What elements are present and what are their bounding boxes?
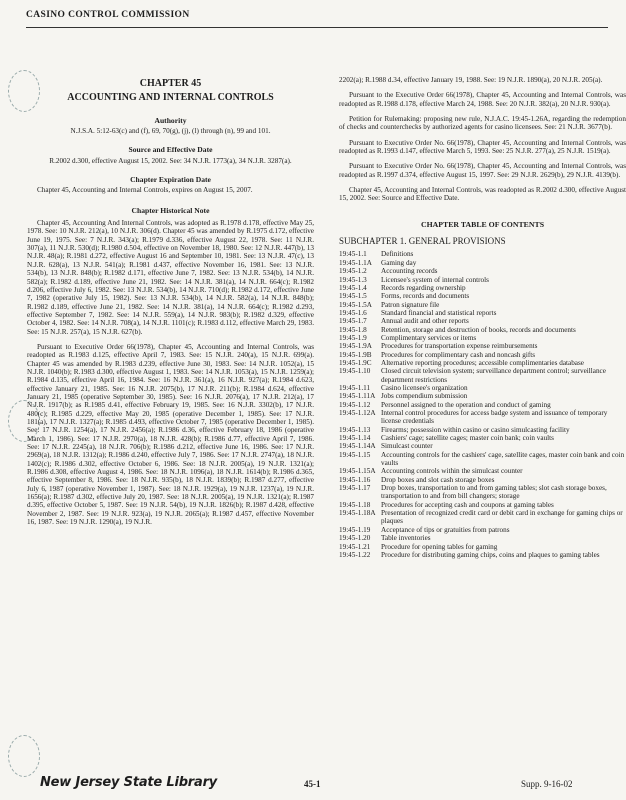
expiration-heading: Chapter Expiration Date <box>130 175 211 185</box>
toc-section-title: Procedures for transportation expense reimbursements <box>381 342 538 351</box>
toc-heading: CHAPTER TABLE OF CONTENTS <box>420 219 545 229</box>
toc-section-title: Accounting controls within the simulcast counter <box>381 467 523 476</box>
toc-section-title: Procedure for opening tables for gaming <box>381 542 498 551</box>
toc-section-number: 19:45-1.14 <box>339 434 371 443</box>
toc-section-title: Standard financial and statistical reports <box>381 308 497 317</box>
toc-section-number: 19:45-1.16 <box>339 475 371 484</box>
toc-section-title: Complimentary services or items <box>381 333 477 342</box>
toc-section-number: 19:45-1.15 <box>339 450 371 459</box>
readoption-note: Pursuant to the Executive Order 66(1978), Chapter 45, Accounting and Internal Controls, was readopted as R.1988 d.178, effective March 24, 1988. See: 20 N.J.R. 382(a), 20 N.J.R. 930(a). <box>339 91 626 108</box>
toc-section-title: Cashiers' cage; satellite cages; master coin bank; coin vaults <box>381 434 554 443</box>
toc-list <box>339 250 626 559</box>
toc-row <box>339 392 626 400</box>
chapter-number: CHAPTER 45 <box>139 78 202 89</box>
toc-section-title: Retention, storage and destruction of books, records and documents <box>381 325 576 334</box>
toc-row <box>339 367 626 384</box>
toc-section-title: Procedures for complimentary cash and noncash gifts <box>381 350 536 359</box>
toc-section-number: 19:45-1.7 <box>339 317 367 326</box>
toc-section-title: Drop boxes and slot cash storage boxes <box>381 475 495 484</box>
history-heading: Chapter Historical Note <box>131 205 210 215</box>
chapter-title: ACCOUNTING AND INTERNAL CONTROLS <box>67 92 274 104</box>
toc-section-number: 19:45-1.4 <box>339 283 367 292</box>
toc-section-title: Internal control procedures for access badge system and issuance of temporary license credentials <box>381 409 608 426</box>
running-head: CASINO CONTROL COMMISSION <box>26 10 190 20</box>
toc-row <box>339 409 626 426</box>
toc-row <box>339 426 626 434</box>
toc-section-title: Patron signature file <box>381 300 440 309</box>
toc-section-title: Casino licensee's organization <box>381 383 468 392</box>
toc-row <box>339 276 626 284</box>
toc-section-title: Personnel assigned to the operation and conduct of gaming <box>381 400 551 409</box>
toc-section-title: Jobs compendium submission <box>381 392 468 401</box>
toc-section-title: Table inventories <box>381 534 431 543</box>
toc-section-title: Procedures for accepting cash and coupons at gaming tables <box>381 500 554 509</box>
library-stamp: New Jersey State Library <box>40 775 218 790</box>
toc-section-number: 19:45-1.17 <box>339 484 371 493</box>
toc-row <box>339 543 626 551</box>
toc-section-title: Definitions <box>381 250 414 259</box>
toc-section-title: Presentation of recognized credit card or debit card in exchange for gaming chips or plaques <box>381 509 623 526</box>
toc-section-title: Accounting records <box>381 267 438 276</box>
toc-section-number: 19:45-1.6 <box>339 308 367 317</box>
right-column <box>339 76 626 559</box>
toc-section-number: 19:45-1.5 <box>339 292 367 301</box>
toc-section-number: 19:45-1.20 <box>339 534 371 543</box>
history-paragraph: Chapter 45, Accounting And Internal Controls, was adopted as R.1978 d.178, effective May 25, 1978. See: 10 N.J.R. 212(a), 10 N.J.R. 306(d). Chapter 45 was amended by R.1975 d.172, effective June 19, 1975. See: 7 N.J.R. 343(a); R.1979 d.336, effective August 22, 1978. See: 11 N.J.R. 307(a), 11 N.J.R. 530(d); R.1980 d.504, effective on November 18, 1980. See: 12 N.J.R. 447(b), 13 N.J.R. 48(a); R.1981 d.272, effective August 16 and September 10, 1981. See: 13 N.J.R. 47(c), 13 N.J.R. 628(a), 13 N.J.R. 541(a); R.1981 d.437, effective November 16, 1981. See: 13 N.J.R. 534(b), 13 N.J.R. 848(b); R.1982 d.171, effective June 7, 1982. See: 13 N.J.R. 534(b), 14 N.J.R. 582(a); R.1982 d.189, effective June 21, 1982. See: 14 N.J.R. 381(a), 14 N.J.R. 664(c); R.1982 d.206, effective July 6, 1982. See: 13 N.J.R. 534(b), 14 N.J.R. 710(d); R.1982 d.172, effective June 7, 1982 (operative July 15, 1982). See: 13 N.J.R. 534(b), 14 N.J.R. 582(a), 14 N.J.R. 848(b); R.1982 d.189, effective June 21, 1982. See: 14 N.J.R. 381(a), 14 N.J.R. 664(c); R.1982 d.293, effective September 7, 1982. See: 14 N.J.R. 559(a), 14 N.J.R. 983(b); R.1982 d.329, effective October 4, 1982. See: 14 N.J.R. 708(a), 14 N.J.R. 1101(c); R.1983 d.112, effective March 29, 1983. See: 15 N.J.R. 257(a), 15 N.J.R. 627(b). <box>27 219 314 336</box>
punch-hole-mark <box>8 735 40 777</box>
toc-row <box>339 434 626 442</box>
toc-section-number: 19:45-1.12A <box>339 409 376 417</box>
toc-section-number: 19:45-1.10 <box>339 367 371 376</box>
header-rule <box>26 27 608 28</box>
history-paragraph: Pursuant to Executive Order 66(1978), Chapter 45, Accounting and Internal Controls, was readopted as R.1983 d.125, effective April 7, 1983. See: 15 N.J.R. 240(a), 15 N.J.R. 699(a). Chapter 45 was amended by R.1983 d.239, effective June 30, 1983. See: 14 N.J.R. 1052(a), 15 N.J.R. 1040(b); R.1983 d.300, effective August 1, 1983. See: 14 N.J.R. 1053(a), 15 N.J.R. 1259(a); R.1984 d.135, effective April 16, 1984. See: 16 N.J.R. 361(a), 16 N.J.R. 927(a); R.1984 d.623, effective January 21, 1985. See: 16 N.J.R. 2075(b), 17 N.J.R. 211(b); R.1984 d.624, effective January 21, 1985 (operative September 30, 1985). See: 16 N.J.R. 2076(a), 17 N.J.R. 212(a), 17 N.J.R. 1917(b); as R.1985 d.41, effective February 19, 1985. See: 16 N.J.R. 3302(b), 17 N.J.R. 480(c); R.1985 d.229, effective May 20, 1985 (operative December 1, 1985). See: 17 N.J.R. 181(a), 17 N.J.R. 1327(a); R.1985 d.493, effective October 7, 1985 (operative December 1, 1985). See: 17 N.J.R. 1254(a), 17 N.J.R. 2456(a); R.1986 d.36, effective February 18, 1986 (operative March 1, 1986). See: 17 N.J.R. 2970(a), 18 N.J.R. 428(b); R.1986 d.77, effective April 7, 1986. See: 17 N.J.R. 2245(a), 18 N.J.R. 706(b); R.1986 d.212, effective June 16, 1986. See: 17 N.J.R. 2969(a), 18 N.J.R. 1312(a); R.1986 d.240, effective July 7, 1986. See: 17 N.J.R. 2747(a), 18 N.J.R. 1402(c); R.1986 d.302, effective October 6, 1986. See: 18 N.J.R. 2005(a), 19 N.J.R. 1321(a); R.1986 d.308, effective August 4, 1986. See: 18 N.J.R. 1096(a), 18 N.J.R. 1614(b); R.1986 d.365, effective September 8, 1986. See: 18 N.J.R. 935(b), 18 N.J.R. 1839(b); R.1987 d.277, effective July 6, 1987 (operative November 1, 1987). See: 18 N.J.R. 1929(a), 19 N.J.R. 1237(a), 19 N.J.R. 1656(a); R.1987 d.302, effective July 20, 1987. See: 18 N.J.R. 2005(a), 19 N.J.R. 1321(a); R.1987 d.395, effective October 5, 1987. See: 19 N.J.R. 54(b), 19 N.J.R. 1826(b); R.1987 d.428, effective November 2, 1987. See: 19 N.J.R. 923(a), 19 N.J.R. 2065(a); R.1987 d.457, effective November 16, 1987. See: 19 N.J.R. 1290(a), 19 N.J.R. <box>27 342 314 527</box>
toc-section-number: 19:45-1.14A <box>339 442 376 451</box>
page-number: 45-1 <box>304 779 321 789</box>
toc-section-title: Firearms; possession within casino or casino simulcasting facility <box>381 425 570 434</box>
source-heading: Source and Effective Date <box>128 145 213 155</box>
toc-row <box>339 451 626 468</box>
readoption-note: Pursuant to Executive Order No. 66(1978), Chapter 45, Accounting and Internal Controls, was readopted as R.1997 d.374, effective August 15, 1997. See: 29 N.J.R. 2629(b), 29 N.J.R. 4139(b). <box>339 162 626 179</box>
authority-text: N.J.S.A. 5:12-63(c) and (f), 69, 70(g), (j), (l) through (n), 99 and 101. <box>70 127 271 136</box>
source-text: R.2002 d.300, effective August 15, 2002. See: 34 N.J.R. 1773(a), 34 N.J.R. 3287(a). <box>49 156 292 165</box>
toc-section-title: Gaming day <box>381 258 417 267</box>
toc-row <box>339 384 626 392</box>
toc-section-number: 19:45-1.18A <box>339 509 376 518</box>
toc-row <box>339 342 626 350</box>
toc-row <box>339 534 626 542</box>
toc-row <box>339 501 626 509</box>
toc-section-number: 19:45-1.21 <box>339 542 371 551</box>
toc-row <box>339 259 626 267</box>
readoption-note: Pursuant to Executive Order No. 66(1978), Chapter 45, Accounting and Internal Controls, was readopted as R.1993 d.147, effective March 5, 1993. See: 25 N.J.R. 277(a), 25 N.J.R. 1519(a). <box>339 138 626 156</box>
toc-section-number: 19:45-1.1A <box>339 258 372 267</box>
toc-row <box>339 476 626 484</box>
toc-row <box>339 401 626 409</box>
toc-section-title: Annual audit and other reports <box>381 317 469 326</box>
toc-section-number: 19:45-1.11 <box>339 383 371 392</box>
toc-section-title: Accounting controls for the cashiers' cage, satellite cages, master coin bank and coin vaults <box>381 450 625 468</box>
toc-section-number: 19:45-1.18 <box>339 500 371 509</box>
authority-heading: Authority <box>154 115 187 125</box>
left-column <box>27 76 314 533</box>
toc-section-title: Drop boxes, transportation to and from gaming tables; slot cash storage boxes, transportation to and from bill changers; storage <box>381 484 607 501</box>
toc-section-title: Alternative reporting procedures; accessible complimentaries database <box>381 358 584 367</box>
subchapter-title: SUBCHAPTER 1. GENERAL PROVISIONS <box>339 236 506 247</box>
toc-row <box>339 467 626 475</box>
petition-note: Petition for Rulemaking: proposing new rule, N.J.A.C. 19:45-1.26A, regarding the redemption of checks and counterchecks by authorized agents for casino licensees. See: 21 N.J.R. 3677(b). <box>339 115 626 132</box>
toc-row <box>339 442 626 450</box>
toc-row <box>339 317 626 325</box>
toc-row <box>339 292 626 300</box>
toc-section-number: 19:45-1.22 <box>339 550 371 559</box>
toc-section-number: 19:45-1.19 <box>339 525 371 534</box>
toc-row <box>339 484 626 501</box>
toc-row <box>339 334 626 342</box>
toc-row <box>339 284 626 292</box>
readoption-note: Chapter 45, Accounting and Internal Controls, was readopted as R.2002 d.300, effective August 15, 2002. See: Source and Effective Date. <box>339 186 626 203</box>
toc-section-number: 19:45-1.12 <box>339 400 371 409</box>
toc-section-number: 19:45-1.13 <box>339 425 371 434</box>
toc-row <box>339 359 626 367</box>
toc-section-number: 19:45-1.5A <box>339 300 372 309</box>
toc-row <box>339 250 626 258</box>
toc-section-number: 19:45-1.9A <box>339 342 372 351</box>
toc-section-number: 19:45-1.8 <box>339 325 367 334</box>
toc-section-number: 19:45-1.9 <box>339 333 367 342</box>
toc-section-title: Records regarding ownership <box>381 283 466 292</box>
toc-section-title: Licensee's system of internal controls <box>381 275 489 284</box>
toc-row <box>339 267 626 275</box>
toc-section-title: Acceptance of tips or gratuities from patrons <box>381 525 510 534</box>
toc-row <box>339 351 626 359</box>
toc-section-title: Simulcast counter <box>381 442 433 451</box>
toc-row <box>339 526 626 534</box>
history-continued: 2202(a); R.1988 d.34, effective January 19, 1988. See: 19 N.J.R. 1890(a), 20 N.J.R. 205(a). <box>339 76 603 84</box>
toc-section-number: 19:45-1.2 <box>339 267 367 276</box>
toc-section-number: 19:45-1.1 <box>339 250 367 259</box>
toc-section-number: 19:45-1.11A <box>339 392 376 401</box>
toc-section-number: 19:45-1.9B <box>339 350 372 359</box>
supplement-date: Supp. 9-16-02 <box>521 779 573 789</box>
toc-section-number: 19:45-1.3 <box>339 275 367 284</box>
toc-row <box>339 326 626 334</box>
toc-section-number: 19:45-1.15A <box>339 467 376 476</box>
toc-section-title: Closed circuit television system; surveillance department control; surveillance department restrictions <box>381 367 606 384</box>
toc-row <box>339 551 626 559</box>
expiration-text: Chapter 45, Accounting and Internal Controls, expires on August 15, 2007. <box>37 186 253 195</box>
toc-row <box>339 309 626 317</box>
toc-row <box>339 301 626 309</box>
toc-section-title: Forms, records and documents <box>381 292 470 301</box>
toc-row <box>339 509 626 526</box>
toc-section-title: Procedure for distributing gaming chips, coins and plaques to gaming tables <box>381 550 600 559</box>
toc-section-number: 19:45-1.9C <box>339 358 372 367</box>
